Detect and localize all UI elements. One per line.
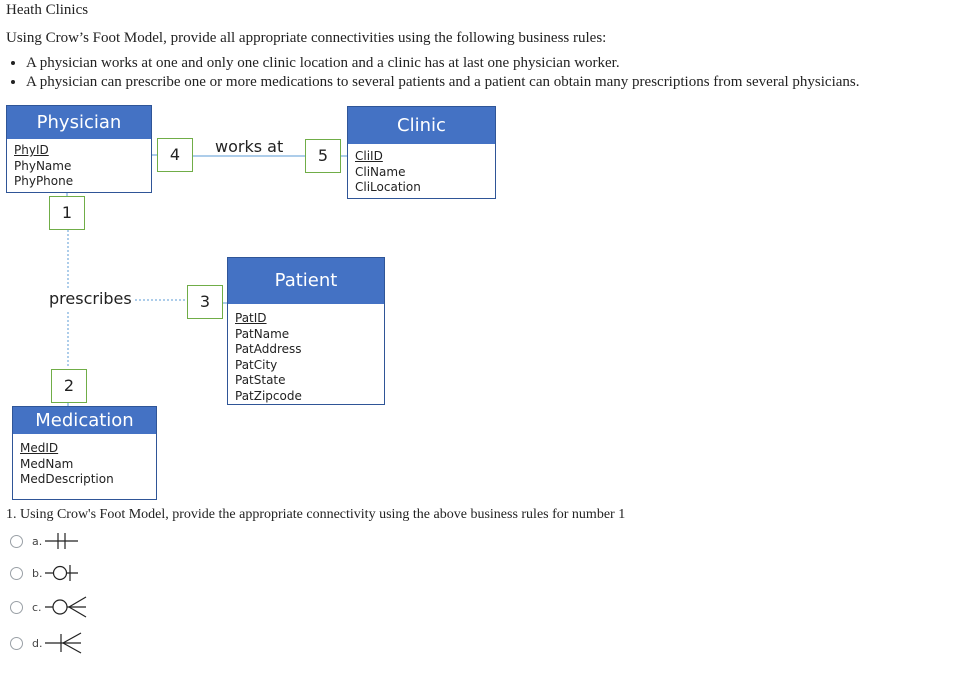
physician-attr: PhyPhone: [14, 174, 74, 188]
patient-attr: PatAddress: [235, 342, 302, 356]
relationship-prescribes-label: prescribes: [49, 289, 132, 308]
clinic-pk: CliID: [355, 149, 383, 163]
option-b[interactable]: [10, 561, 80, 585]
patient-attr: PatName: [235, 326, 290, 341]
clinic-attr: CliName: [355, 164, 406, 179]
optional-one-icon: [44, 562, 80, 584]
option-d[interactable]: [10, 631, 84, 655]
mandatory-many-icon: [44, 631, 84, 655]
physician-entity-title: Physician: [7, 106, 151, 139]
connectivity-box-1: 1: [49, 196, 85, 230]
option-letter: d.: [32, 636, 43, 650]
option-letter: c.: [32, 600, 42, 614]
mandatory-one-icon: [44, 530, 80, 552]
connectivity-box-4: 4: [157, 138, 193, 172]
connectivity-box-5: 5: [305, 139, 341, 173]
clinic-entity[interactable]: [347, 106, 496, 199]
physician-entity[interactable]: [6, 105, 152, 193]
medication-entity-title: Medication: [13, 407, 156, 434]
relationship-works-at-label: works at: [215, 137, 284, 156]
instructions-text: Using Crow’s Foot Model, provide all appropriate connectivities using the following business rules:: [6, 30, 607, 46]
physician-attr: PhyName: [14, 158, 72, 173]
question-text: 1. Using Crow's Foot Model, provide the appropriate connectivity using the above business rules for number 1: [6, 507, 626, 522]
business-rule: • A physician works at one and only one clinic location and a clinic has at last one physician worker.: [26, 54, 859, 73]
connectivity-box-3: 3: [187, 285, 223, 319]
patient-entity[interactable]: [227, 257, 385, 405]
radio-button[interactable]: [10, 637, 23, 650]
option-letter: b.: [32, 566, 43, 580]
clinic-entity-title: Clinic: [348, 107, 495, 144]
radio-button[interactable]: [10, 601, 23, 614]
patient-attr: PatCity: [235, 357, 278, 372]
medication-attr: MedDescription: [20, 472, 114, 486]
radio-button[interactable]: [10, 535, 23, 548]
radio-button[interactable]: [10, 567, 23, 580]
patient-attr: PatZipcode: [235, 388, 302, 403]
patient-attr: PatState: [235, 373, 286, 387]
patient-entity-title: Patient: [228, 258, 384, 304]
medication-entity[interactable]: [12, 406, 157, 500]
patient-pk: PatID: [235, 311, 267, 325]
page-title: Heath Clinics: [6, 2, 89, 18]
business-rule: • A physician can prescribe one or more medications to several patients and a patient can obtain many prescriptions from several physicians.: [26, 73, 859, 92]
medication-attr: MedNam: [20, 456, 74, 471]
physician-pk: PhyID: [14, 143, 49, 157]
medication-pk: MedID: [20, 441, 59, 455]
option-a[interactable]: [10, 529, 80, 553]
option-letter: a.: [32, 534, 43, 548]
connectivity-box-2: 2: [51, 369, 87, 403]
option-c[interactable]: [10, 595, 88, 619]
optional-many-icon: [44, 595, 88, 619]
clinic-attr: CliLocation: [355, 180, 421, 194]
